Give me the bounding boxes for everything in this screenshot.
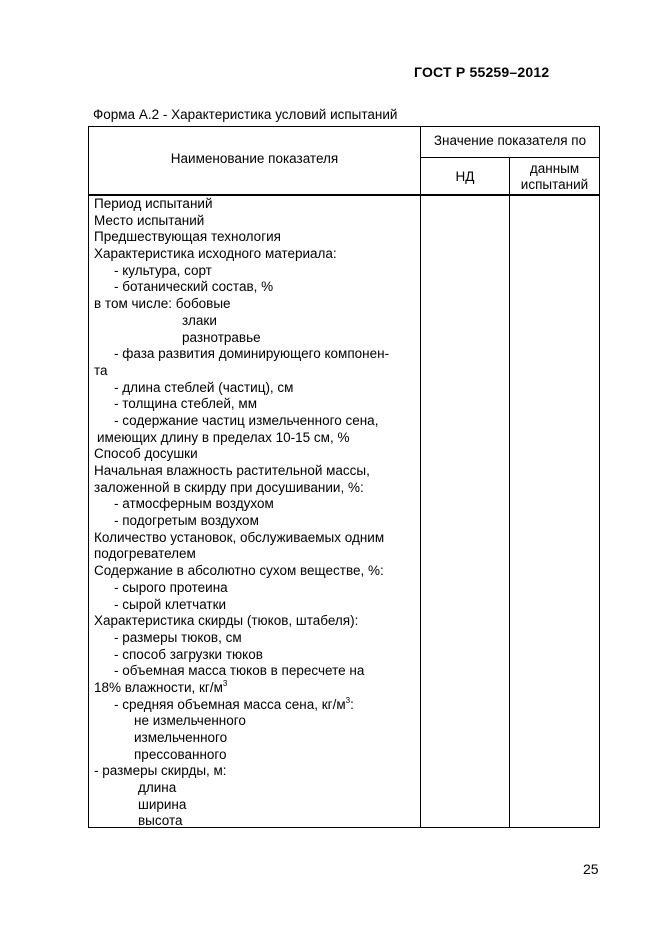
- row-text: измельченного: [134, 730, 228, 745]
- row-text: в том числе: бобовые: [94, 296, 231, 312]
- row-text-with-sup: [94, 697, 420, 714]
- row-text: - содержание частиц измельченного сена,: [114, 412, 379, 428]
- row-text: имеющих длину в пределах 10-15 см, %: [97, 429, 350, 445]
- row-text: 18% влажности, кг/м: [94, 679, 223, 695]
- row-text: не измельченного: [134, 713, 246, 729]
- row-text: - толщина стеблей, мм: [114, 396, 257, 412]
- row-text: та: [94, 362, 108, 378]
- table-border-right: [599, 126, 600, 828]
- superscript: 3: [222, 678, 228, 688]
- table-border-top: [88, 126, 600, 127]
- header-test-data-line1: данным: [529, 161, 580, 176]
- row-text: Количество установок, обслуживаемых одним: [94, 529, 385, 545]
- standard-number: ГОСТ Р 55259–2012: [414, 64, 550, 80]
- row-text: - атмосферным воздухом: [114, 496, 274, 512]
- row-text: - фаза развития доминирующего компонен-: [114, 346, 390, 362]
- row-text: - средняя объемная масса сена, кг/м: [114, 696, 346, 712]
- row-text: заложенной в скирду при досушивании, %:: [94, 479, 364, 495]
- row-text: ширина: [138, 796, 187, 812]
- row-text: разнотравье: [182, 329, 261, 345]
- row-text: - объемная масса тюков в пересчете на: [114, 663, 365, 679]
- row-text: высота: [138, 813, 183, 829]
- row-text: - длина стеблей (частиц), см: [114, 379, 294, 395]
- row-text: Характеристика скирды (тюков, штабеля):: [94, 613, 359, 629]
- page-number: 25: [583, 861, 599, 877]
- row-text: - размеры скирды, м:: [94, 763, 227, 779]
- row-text: - сырой клетчатки: [114, 596, 227, 612]
- row-text: - размеры тюков, см: [114, 629, 242, 645]
- row-text: - ботанический состав, %: [114, 279, 274, 295]
- row-text: подогревателем: [94, 546, 196, 562]
- row-text: Характеристика исходного материала:: [94, 246, 337, 262]
- row-text: злаки: [182, 312, 217, 328]
- row-text: Место испытаний: [94, 212, 205, 228]
- row-text: Предшествующая технология: [94, 229, 281, 245]
- header-parameter-name: Наименование показателя: [170, 151, 339, 166]
- row-text: - сырого протеина: [114, 579, 228, 595]
- table-border-left: [88, 126, 89, 828]
- row-text: - способ загрузки тюков: [114, 646, 263, 662]
- row-text-with-sup: [94, 680, 420, 697]
- row-text: Содержание в абсолютно сухом веществе, %:: [94, 563, 384, 579]
- parameter-list: [94, 196, 420, 830]
- row-text: прессованного: [134, 746, 227, 762]
- row-text: Начальная влажность растительной массы,: [94, 463, 370, 478]
- superscript: 3: [345, 695, 351, 705]
- divider-sub-columns: [509, 157, 510, 828]
- row-text: - культура, сорт: [114, 262, 212, 278]
- divider-header-sub: [420, 157, 600, 158]
- form-caption: Форма А.2 - Характеристика условий испытаний: [93, 107, 398, 122]
- row-text: Период испытаний: [94, 196, 213, 211]
- divider-name-column: [420, 126, 421, 828]
- header-test-data: [510, 161, 599, 193]
- row-suffix: :: [350, 696, 354, 712]
- row-text: длина: [138, 780, 177, 796]
- header-test-data-line2: испытаний: [520, 177, 589, 192]
- row-text: - подогретым воздухом: [114, 513, 259, 529]
- header-value-by: Значение показателя по: [433, 133, 587, 148]
- row-text: Способ досушки: [94, 446, 198, 462]
- header-nd: НД: [455, 169, 475, 184]
